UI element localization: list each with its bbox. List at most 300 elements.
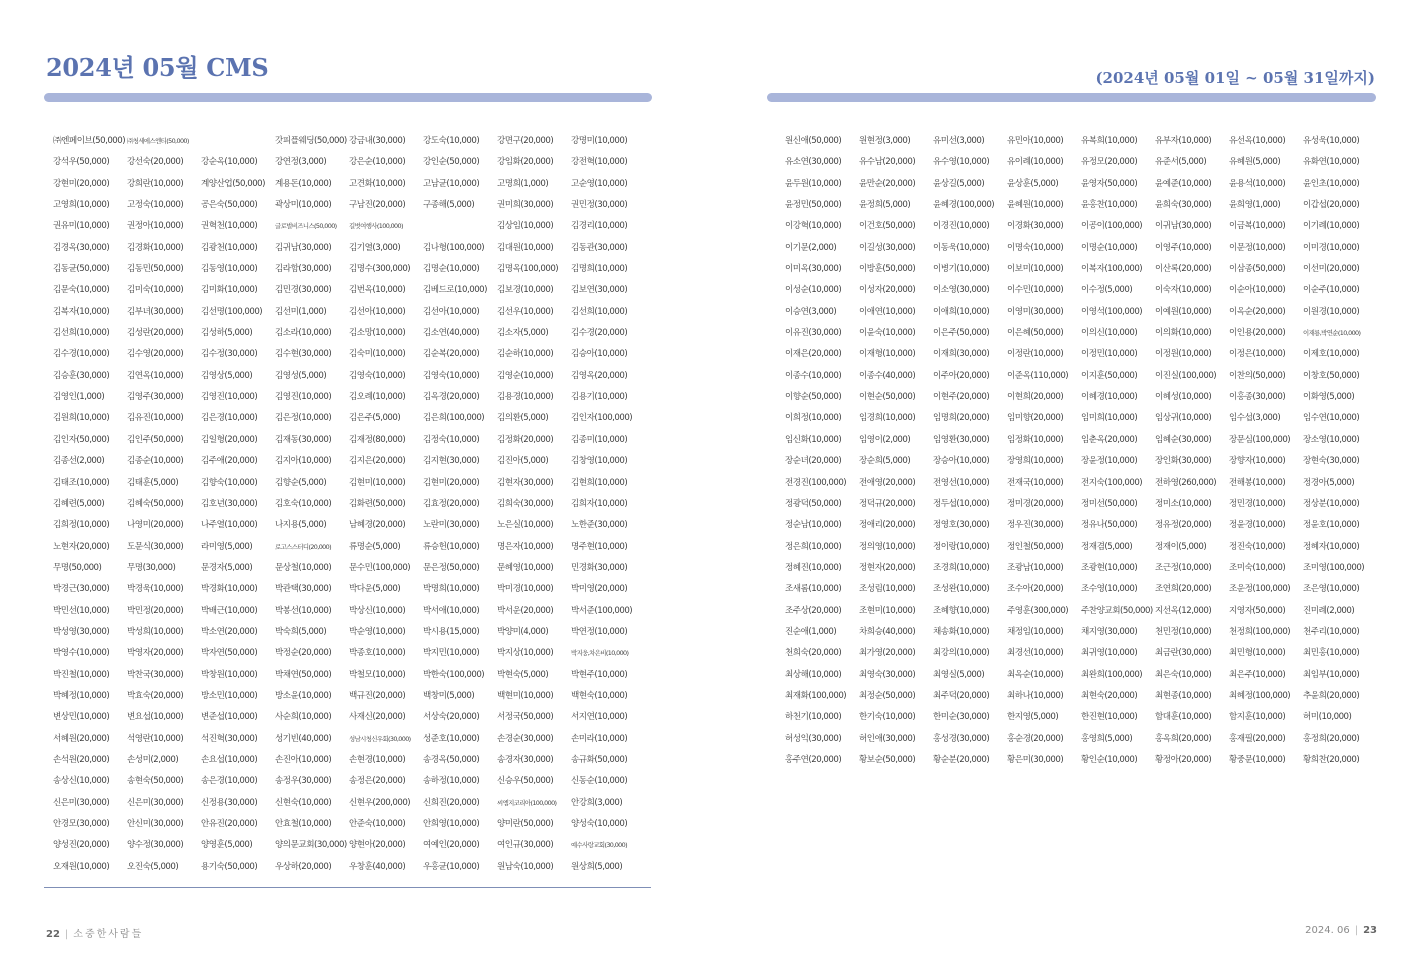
donor-entry: 추윤희(20,000) (1303, 690, 1360, 701)
donor-entry: 김숙미(10,000) (349, 349, 406, 360)
donor-entry: 김영성(5,000) (275, 370, 327, 381)
donor-entry: 이정은(10,000) (1229, 349, 1286, 360)
donor-entry: 고영희(10,000) (53, 200, 110, 211)
donor-entry: 김희자(10,000) (571, 498, 628, 509)
donor-entry: 양성숙(10,000) (571, 819, 628, 829)
donor-entry: 황순분(20,000) (933, 754, 990, 765)
donor-entry: 김인자(50,000) (53, 434, 110, 445)
donor-entry: 계양산업(50,000) (201, 178, 265, 189)
donor-entry: 이진실(100,000) (1155, 370, 1217, 381)
donor-entry: 김경옥(30,000) (53, 242, 110, 253)
donor-entry: 조성림(10,000) (859, 584, 916, 595)
donor-entry: 유미선(3,000) (933, 136, 985, 146)
donor-entry: 이미경(10,000) (1303, 242, 1360, 253)
donor-entry: 박채연(50,000) (275, 669, 332, 680)
donor-entry: 박양미(4,000) (497, 626, 549, 637)
donor-entry: 최민홍(10,000) (1303, 648, 1360, 659)
donor-entry: 손요섭(10,000) (201, 754, 258, 765)
donor-entry: 홍성경(30,000) (933, 733, 990, 744)
donor-entry: 이소영(30,000) (933, 285, 990, 296)
donor-entry: 성준호(10,000) (423, 733, 480, 744)
donor-entry: 라미영(5,000) (201, 541, 253, 552)
donor-entry: 변상민(10,000) (53, 712, 110, 723)
donor-entry: 장소영(10,000) (1303, 434, 1360, 445)
donor-entry: 박지민(10,000) (423, 648, 480, 659)
donor-entry: 이혜경(10,000) (1081, 392, 1138, 403)
donor-entry: 정유나(50,000) (1081, 520, 1138, 531)
donor-entry: 김오례(10,000) (349, 392, 406, 403)
donor-entry: 이정민(10,000) (1081, 349, 1138, 360)
donor-entry: 강임화(20,000) (497, 157, 554, 168)
donor-entry: 유소연(30,000) (785, 157, 842, 168)
donor-entry: 김민경(30,000) (275, 285, 332, 296)
donor-entry: 이영석(100,000) (1081, 306, 1143, 317)
donor-entry: 조경희(10,000) (933, 562, 990, 573)
donor-entry: 박현주(10,000) (571, 669, 628, 680)
donor-entry: 박시용(15,000) (423, 626, 480, 637)
donor-entry: 고남균(10,000) (423, 178, 480, 189)
donor-entry: 박지웅,차은비(10,000) (571, 649, 629, 658)
donor-entry: 김혜련(5,000) (53, 498, 105, 509)
donor-entry: 류승헌(10,000) (423, 541, 480, 552)
donor-entry: 김영진(10,000) (201, 392, 258, 403)
donor-entry: 이애희(10,000) (933, 306, 990, 317)
donor-entry: 김인주(50,000) (127, 434, 184, 445)
donor-entry: 박영자(20,000) (127, 648, 184, 659)
donor-entry: 박지상(10,000) (497, 648, 554, 659)
donor-entry: 이현순(50,000) (859, 392, 916, 403)
donor-entry: 김태조(10,000) (53, 477, 110, 488)
donor-entry: 임경희(10,000) (859, 413, 916, 424)
donor-entry: 강금내(30,000) (349, 136, 406, 146)
donor-entry: 김진아(5,000) (497, 456, 549, 467)
donor-entry: 황희찬(20,000) (1303, 754, 1360, 765)
donor-entry: 천정희(100,000) (1229, 626, 1291, 637)
donor-entry: 손석원(20,000) (53, 754, 110, 765)
donor-entry: 하천기(10,000) (785, 712, 842, 723)
donor-entry: 무명(30,000) (127, 562, 176, 573)
donor-entry: 이정란(10,000) (1007, 349, 1064, 360)
donor-entry: 이병기(10,000) (933, 264, 990, 275)
donor-entry: 김현자(30,000) (497, 477, 554, 488)
donor-entry: 윤희영(1,000) (1229, 200, 1281, 211)
left-page (0, 0, 710, 975)
donor-entry: 김용경(10,000) (497, 392, 554, 403)
donor-entry: 강순옥(10,000) (201, 157, 258, 168)
donor-entry: 방소윤(10,000) (275, 690, 332, 701)
donor-entry: 김순복(20,000) (423, 349, 480, 360)
donor-entry: 강선숙(20,000) (127, 157, 184, 168)
donor-entry: 박서애(10,000) (423, 605, 480, 616)
donor-entry: 정상분(10,000) (1303, 498, 1360, 509)
donor-entry: 김명옥(100,000) (497, 264, 559, 275)
donor-entry: 우홍균(10,000) (423, 861, 480, 872)
donor-entry: 임정화(10,000) (1007, 434, 1064, 445)
page-number: 23 (1363, 925, 1377, 936)
donor-entry: 서혜원(20,000) (53, 733, 110, 744)
donor-entry: 이강혁(10,000) (785, 221, 842, 232)
donor-entry: 유선옥(10,000) (1229, 136, 1286, 146)
donor-entry: 김현미(10,000) (349, 477, 406, 488)
donor-entry: 이갑섭(20,000) (1303, 200, 1360, 211)
donor-entry: 김일형(20,000) (201, 434, 258, 445)
donor-entry: 김문숙(10,000) (53, 285, 110, 296)
donor-entry: 홍주연(20,000) (785, 754, 842, 765)
donor-entry: 박서준(100,000) (571, 605, 633, 616)
donor-entry: 양의문교회(30,000) (275, 840, 347, 851)
donor-entry: 신동순(10,000) (571, 776, 628, 787)
donor-entry: 이주아(20,000) (933, 370, 990, 381)
donor-entry: 박자연(50,000) (201, 648, 258, 659)
donor-entry: 김동관(30,000) (571, 242, 628, 253)
donor-entry: 박연정(10,000) (571, 626, 628, 637)
donor-entry: 신정용(30,000) (201, 797, 258, 808)
donor-entry: 정윤호(10,000) (1303, 520, 1360, 531)
donor-entry: 홍순경(20,000) (1007, 733, 1064, 744)
donor-entry: 최임부(10,000) (1303, 669, 1360, 680)
donor-entry: 장향자(10,000) (1229, 456, 1286, 467)
donor-entry: 류명순(5,000) (349, 541, 401, 552)
donor-entry (201, 131, 275, 152)
donor-entry: 허성익(30,000) (785, 733, 842, 744)
donor-entry: 이종수(40,000) (859, 370, 916, 381)
donor-entry: 안강희(3,000) (571, 797, 623, 808)
donor-entry: 서상숙(20,000) (423, 712, 480, 723)
donor-entry: 채송화(10,000) (933, 626, 990, 637)
donor-entry: 이성순(10,000) (785, 285, 842, 296)
donor-entry: 임영환(30,000) (933, 434, 990, 445)
donor-entry: 김베드로(10,000) (423, 285, 487, 296)
donor-entry: 정미선(50,000) (1081, 498, 1138, 509)
donor-entry: 김용기(10,000) (571, 392, 628, 403)
donor-entry: 박다운(5,000) (349, 584, 401, 595)
donor-entry: 김영상(5,000) (201, 370, 253, 381)
donor-entry: 길벗여행사(100,000) (349, 222, 403, 231)
donor-entry: 양미란(50,000) (497, 819, 554, 829)
donor-entry: 채지영(30,000) (1081, 626, 1138, 637)
donor-entry: 안효철(10,000) (275, 819, 332, 829)
donor-entry: 김화련(50,000) (349, 498, 406, 509)
donor-entry: 로고스스터디(20,000) (275, 542, 331, 551)
donor-entry: 유준서(5,000) (1155, 157, 1207, 168)
donor-entry: 이찬의(50,000) (1229, 370, 1286, 381)
donor-entry: 정재겸(5,000) (1081, 541, 1133, 552)
donor-entry: 석진혁(30,000) (201, 733, 258, 744)
donor-entry: 이기례(10,000) (1303, 221, 1360, 232)
donor-entry: 구남진(20,000) (349, 200, 406, 211)
donor-entry: 계용돈(10,000) (275, 178, 332, 189)
donor-entry: 노현자(20,000) (53, 541, 110, 552)
donor-entry: 한진현(10,000) (1081, 712, 1138, 723)
donor-entry: 나영미(20,000) (127, 520, 184, 531)
donor-entry: 무명(50,000) (53, 562, 102, 573)
donor-entry: 장윤정(10,000) (1081, 456, 1138, 467)
donor-entry: 박경욱(10,000) (127, 584, 184, 595)
donor-entry: 박상신(10,000) (349, 605, 406, 616)
donor-entry: 이준옥(110,000) (1007, 370, 1069, 381)
donor-entry: 박관택(30,000) (275, 584, 332, 595)
donor-entry: 김소자(5,000) (497, 328, 549, 339)
donor-entry: 김영순(10,000) (497, 370, 554, 381)
donor-entry: 장문심(100,000) (1229, 434, 1291, 445)
donor-entry: 박영수(10,000) (53, 648, 110, 659)
donor-entry: 최금란(30,000) (1155, 648, 1212, 659)
donor-entry (423, 216, 497, 237)
right-page (710, 0, 1421, 975)
donor-entry: 박민선(10,000) (53, 605, 110, 616)
donor-entry: 강인순(50,000) (423, 157, 480, 168)
donor-entry: 원신애(50,000) (785, 136, 842, 146)
donor-entry: 전영선(10,000) (933, 477, 990, 488)
donor-entry: 노란미(30,000) (423, 520, 480, 531)
donor-entry: 임수연(10,000) (1303, 413, 1360, 424)
donor-entry: 권미희(30,000) (497, 200, 554, 211)
donor-entry: 이재룡,박연순(10,000) (1303, 329, 1361, 338)
donor-entry: 김승아(10,000) (571, 349, 628, 360)
donor-entry: 지영자(50,000) (1229, 605, 1286, 616)
donor-entry: 임명희(20,000) (933, 413, 990, 424)
donor-entry: 박순영(10,000) (349, 626, 406, 637)
donor-entry: 강명미(10,000) (571, 136, 628, 146)
donor-entry: 안유진(20,000) (201, 819, 258, 829)
donor-list-right (785, 131, 1377, 771)
donor-entry: 신현숙(10,000) (275, 797, 332, 808)
donor-entry: 조은영(10,000) (1303, 584, 1360, 595)
donor-entry: 백현숙(10,000) (571, 690, 628, 701)
donor-entry: 고정숙(10,000) (127, 200, 184, 211)
donor-entry: 이의화(10,000) (1155, 328, 1212, 339)
donor-entry: 전하영(260,000) (1155, 477, 1217, 488)
donor-entry: 정순남(10,000) (785, 520, 842, 531)
donor-entry: 박미경(10,000) (497, 584, 554, 595)
donor-entry: 김주애(20,000) (201, 456, 258, 467)
donor-entry: 신은미(30,000) (127, 797, 184, 808)
donor-entry: 명은자(10,000) (497, 541, 554, 552)
donor-entry: 성기빈(40,000) (275, 733, 332, 744)
donor-entry: 최영숙(30,000) (859, 669, 916, 680)
donor-entry: 천희숙(20,000) (785, 648, 842, 659)
footer-divider: | (1354, 925, 1359, 936)
donor-entry: 임혜순(30,000) (1155, 434, 1212, 445)
donor-entry: 구종해(5,000) (423, 200, 475, 211)
donor-entry: 김지아(10,000) (275, 456, 332, 467)
donor-entry: 김재정(80,000) (349, 434, 406, 445)
donor-entry: 유성욱(10,000) (1303, 136, 1360, 146)
donor-entry: 홍옥희(20,000) (1155, 733, 1212, 744)
donor-entry: 김영숙(10,000) (423, 370, 480, 381)
donor-entry: 김번옥(10,000) (349, 285, 406, 296)
donor-entry: 문은정(50,000) (423, 562, 480, 573)
donor-entry: 변요섭(10,000) (127, 712, 184, 723)
donor-entry: 김순하(10,000) (497, 349, 554, 360)
footer-right (1305, 925, 1377, 936)
donor-entry: 김선희(10,000) (571, 306, 628, 317)
donor-entry: 이명숙(10,000) (1007, 242, 1064, 253)
donor-entry: 문혜영(10,000) (497, 562, 554, 573)
donor-entry: 이유진(30,000) (785, 328, 842, 339)
donor-entry: 김은희(100,000) (423, 413, 485, 424)
donor-entry: 최귀영(10,000) (1081, 648, 1138, 659)
donor-entry: 여인규(30,000) (497, 840, 554, 851)
donor-entry: 함대훈(10,000) (1155, 712, 1212, 723)
donor-entry: 김미화(10,000) (201, 285, 258, 296)
donor-entry: 박정순(20,000) (275, 648, 332, 659)
donor-entry: 조현미(10,000) (859, 605, 916, 616)
donor-entry: 전경진(100,000) (785, 477, 847, 488)
donor-entry: 강석우(50,000) (53, 157, 110, 168)
donor-entry: 윤혜원(10,000) (1007, 200, 1064, 211)
donor-entry: 정미경(20,000) (1007, 498, 1064, 509)
donor-entry: 최민형(10,000) (1229, 648, 1286, 659)
donor-entry: 김영진(10,000) (275, 392, 332, 403)
donor-entry: 이수정(5,000) (1081, 285, 1133, 296)
donor-entry: 김승훈(30,000) (53, 370, 110, 381)
donor-entry: 권정아(10,000) (127, 221, 184, 232)
donor-entry: 고순영(10,000) (571, 178, 628, 189)
donor-entry: 윤용석(10,000) (1229, 178, 1286, 189)
donor-entry: 유부자(10,000) (1155, 136, 1212, 146)
donor-entry: 강희란(10,000) (127, 178, 184, 189)
donor-entry: 강현미(20,000) (53, 178, 110, 189)
donor-entry: 윤희숙(30,000) (1155, 200, 1212, 211)
donor-entry: 황은미(30,000) (1007, 754, 1064, 765)
donor-entry: 조수아(20,000) (1007, 584, 1064, 595)
donor-entry: 최옥순(10,000) (1007, 669, 1064, 680)
donor-entry: 장순희(5,000) (859, 456, 911, 467)
donor-entry: 윤영자(50,000) (1081, 178, 1138, 189)
donor-entry: 최혜정(100,000) (1229, 690, 1291, 701)
donor-entry: 최은주(10,000) (1229, 669, 1286, 680)
donor-entry: 김호년(30,000) (201, 498, 258, 509)
donor-entry: 노은실(10,000) (497, 520, 554, 531)
donor-entry: 양영훈(5,000) (201, 840, 253, 851)
donor-entry: 김희정(10,000) (53, 520, 110, 531)
donor-entry: ㈜청세에스엔티(50,000) (127, 137, 189, 145)
donor-entry: 김복자(10,000) (53, 306, 110, 317)
donor-entry: 김태훈(5,000) (127, 477, 179, 488)
donor-entry: 송정우(30,000) (275, 776, 332, 787)
donor-entry: 박명희(10,000) (423, 584, 480, 595)
donor-entry: 김나형(100,000) (423, 242, 485, 253)
donor-entry: 김정숙(10,000) (423, 434, 480, 445)
donor-entry: 김명희(10,000) (571, 264, 628, 275)
donor-entry: 박민정(20,000) (127, 605, 184, 616)
donor-entry: 김의환(5,000) (497, 413, 549, 424)
donor-entry: 윤혜경(100,000) (933, 200, 995, 211)
donor-entry: 황정아(20,000) (1155, 754, 1212, 765)
donor-entry: 이경진(10,000) (933, 221, 990, 232)
donor-entry: 이의신(10,000) (1081, 328, 1138, 339)
donor-entry: 김부녀(30,000) (127, 306, 184, 317)
donor-entry: 성남시청신우회(30,000) (349, 734, 411, 743)
donor-entry: 서정국(50,000) (497, 712, 554, 723)
donor-entry: 김수현(30,000) (275, 349, 332, 360)
donor-list-left (53, 131, 645, 878)
donor-entry: 황중문(10,000) (1229, 754, 1286, 765)
donor-entry: 김영숙(10,000) (349, 370, 406, 381)
donor-entry: 박경근(30,000) (53, 584, 110, 595)
donor-entry: 최하나(10,000) (1007, 690, 1064, 701)
donor-entry: 우창훈(40,000) (349, 861, 406, 872)
donor-entry: 유수남(20,000) (859, 157, 916, 168)
donor-entry: 이혜성(10,000) (1155, 392, 1212, 403)
donor-entry: 최정순(50,000) (859, 690, 916, 701)
donor-entry: 조새롬(10,000) (785, 584, 842, 595)
donor-entry: 석영란(10,000) (127, 733, 184, 744)
donor-entry: 김향순(5,000) (275, 477, 327, 488)
donor-entry: 이경화(30,000) (1007, 221, 1064, 232)
donor-entry: 백규진(20,000) (349, 690, 406, 701)
donor-entry: 윤만순(20,000) (859, 178, 916, 189)
donor-entry: 홍영희(5,000) (1081, 733, 1133, 744)
donor-entry: 천민정(10,000) (1155, 626, 1212, 637)
donor-entry: 송하정(10,000) (423, 776, 480, 787)
donor-entry: 진미례(2,000) (1303, 605, 1355, 616)
donor-entry: 유화연(10,000) (1303, 157, 1360, 168)
donor-entry: 윤정희(5,000) (859, 200, 911, 211)
donor-entry: 나주열(10,000) (201, 520, 258, 531)
donor-entry: 김명순(10,000) (423, 264, 480, 275)
donor-entry: 김재동(30,000) (275, 434, 332, 445)
donor-entry: 이창호(50,000) (1303, 370, 1360, 381)
donor-entry: 박경화(10,000) (201, 584, 258, 595)
donor-entry: 최강의(10,000) (933, 648, 990, 659)
donor-entry: 장승아(10,000) (933, 456, 990, 467)
donor-entry: 홍정희(20,000) (1303, 733, 1360, 744)
donor-entry: 김현미(20,000) (423, 477, 480, 488)
donor-entry: 최은숙(10,000) (1155, 669, 1212, 680)
donor-entry: 장영희(10,000) (1007, 456, 1064, 467)
donor-entry: 강도숙(10,000) (423, 136, 480, 146)
donor-entry: 박종호(10,000) (349, 648, 406, 659)
donor-entry: 이희정(10,000) (785, 413, 842, 424)
donor-entry: 전재국(10,000) (1007, 477, 1064, 488)
donor-entry: 김기열(3,000) (349, 242, 401, 253)
donor-entry: 함지훈(10,000) (1229, 712, 1286, 723)
donor-entry: 최주덕(20,000) (933, 690, 990, 701)
donor-entry: 진순애(1,000) (785, 626, 837, 637)
donor-entry: 조미영(100,000) (1303, 562, 1365, 573)
donor-entry: 조성완(10,000) (933, 584, 990, 595)
donor-entry: 권민정(30,000) (571, 200, 628, 211)
donor-entry: 용기숙(50,000) (201, 861, 258, 872)
donor-entry: 김수경(10,000) (53, 349, 110, 360)
donor-entry: 송상신(10,000) (53, 776, 110, 787)
donor-entry: 이종수(10,000) (785, 370, 842, 381)
donor-entry: 이삼종(50,000) (1229, 264, 1286, 275)
donor-entry: 이길성(30,000) (859, 242, 916, 253)
donor-entry: 방소민(10,000) (201, 690, 258, 701)
donor-entry: 장현숙(30,000) (1303, 456, 1360, 467)
donor-entry: 손미라(10,000) (571, 733, 628, 744)
donor-entry: 최상해(10,000) (785, 669, 842, 680)
donor-entry: 조혜향(10,000) (933, 605, 990, 616)
donor-entry: 김종선(2,000) (53, 456, 105, 467)
donor-entry: 안신미(30,000) (127, 819, 184, 829)
donor-entry: 윤상훈(5,000) (1007, 178, 1059, 189)
donor-entry: 최현종(10,000) (1155, 690, 1212, 701)
donor-entry: 안준숙(10,000) (349, 819, 406, 829)
donor-entry: 조운정(100,000) (1229, 584, 1291, 595)
donor-entry: 조광남(10,000) (1007, 562, 1064, 573)
donor-entry: 정현자(20,000) (859, 562, 916, 573)
donor-entry: 원상희(5,000) (571, 861, 623, 872)
donor-entry: 이화영(5,000) (1303, 392, 1355, 403)
donor-entry: 윤홍찬(10,000) (1081, 200, 1138, 211)
donor-entry: 정경아(5,000) (1303, 477, 1355, 488)
donor-entry: 김동영(10,000) (201, 264, 258, 275)
donor-entry: 이건호(50,000) (859, 221, 916, 232)
